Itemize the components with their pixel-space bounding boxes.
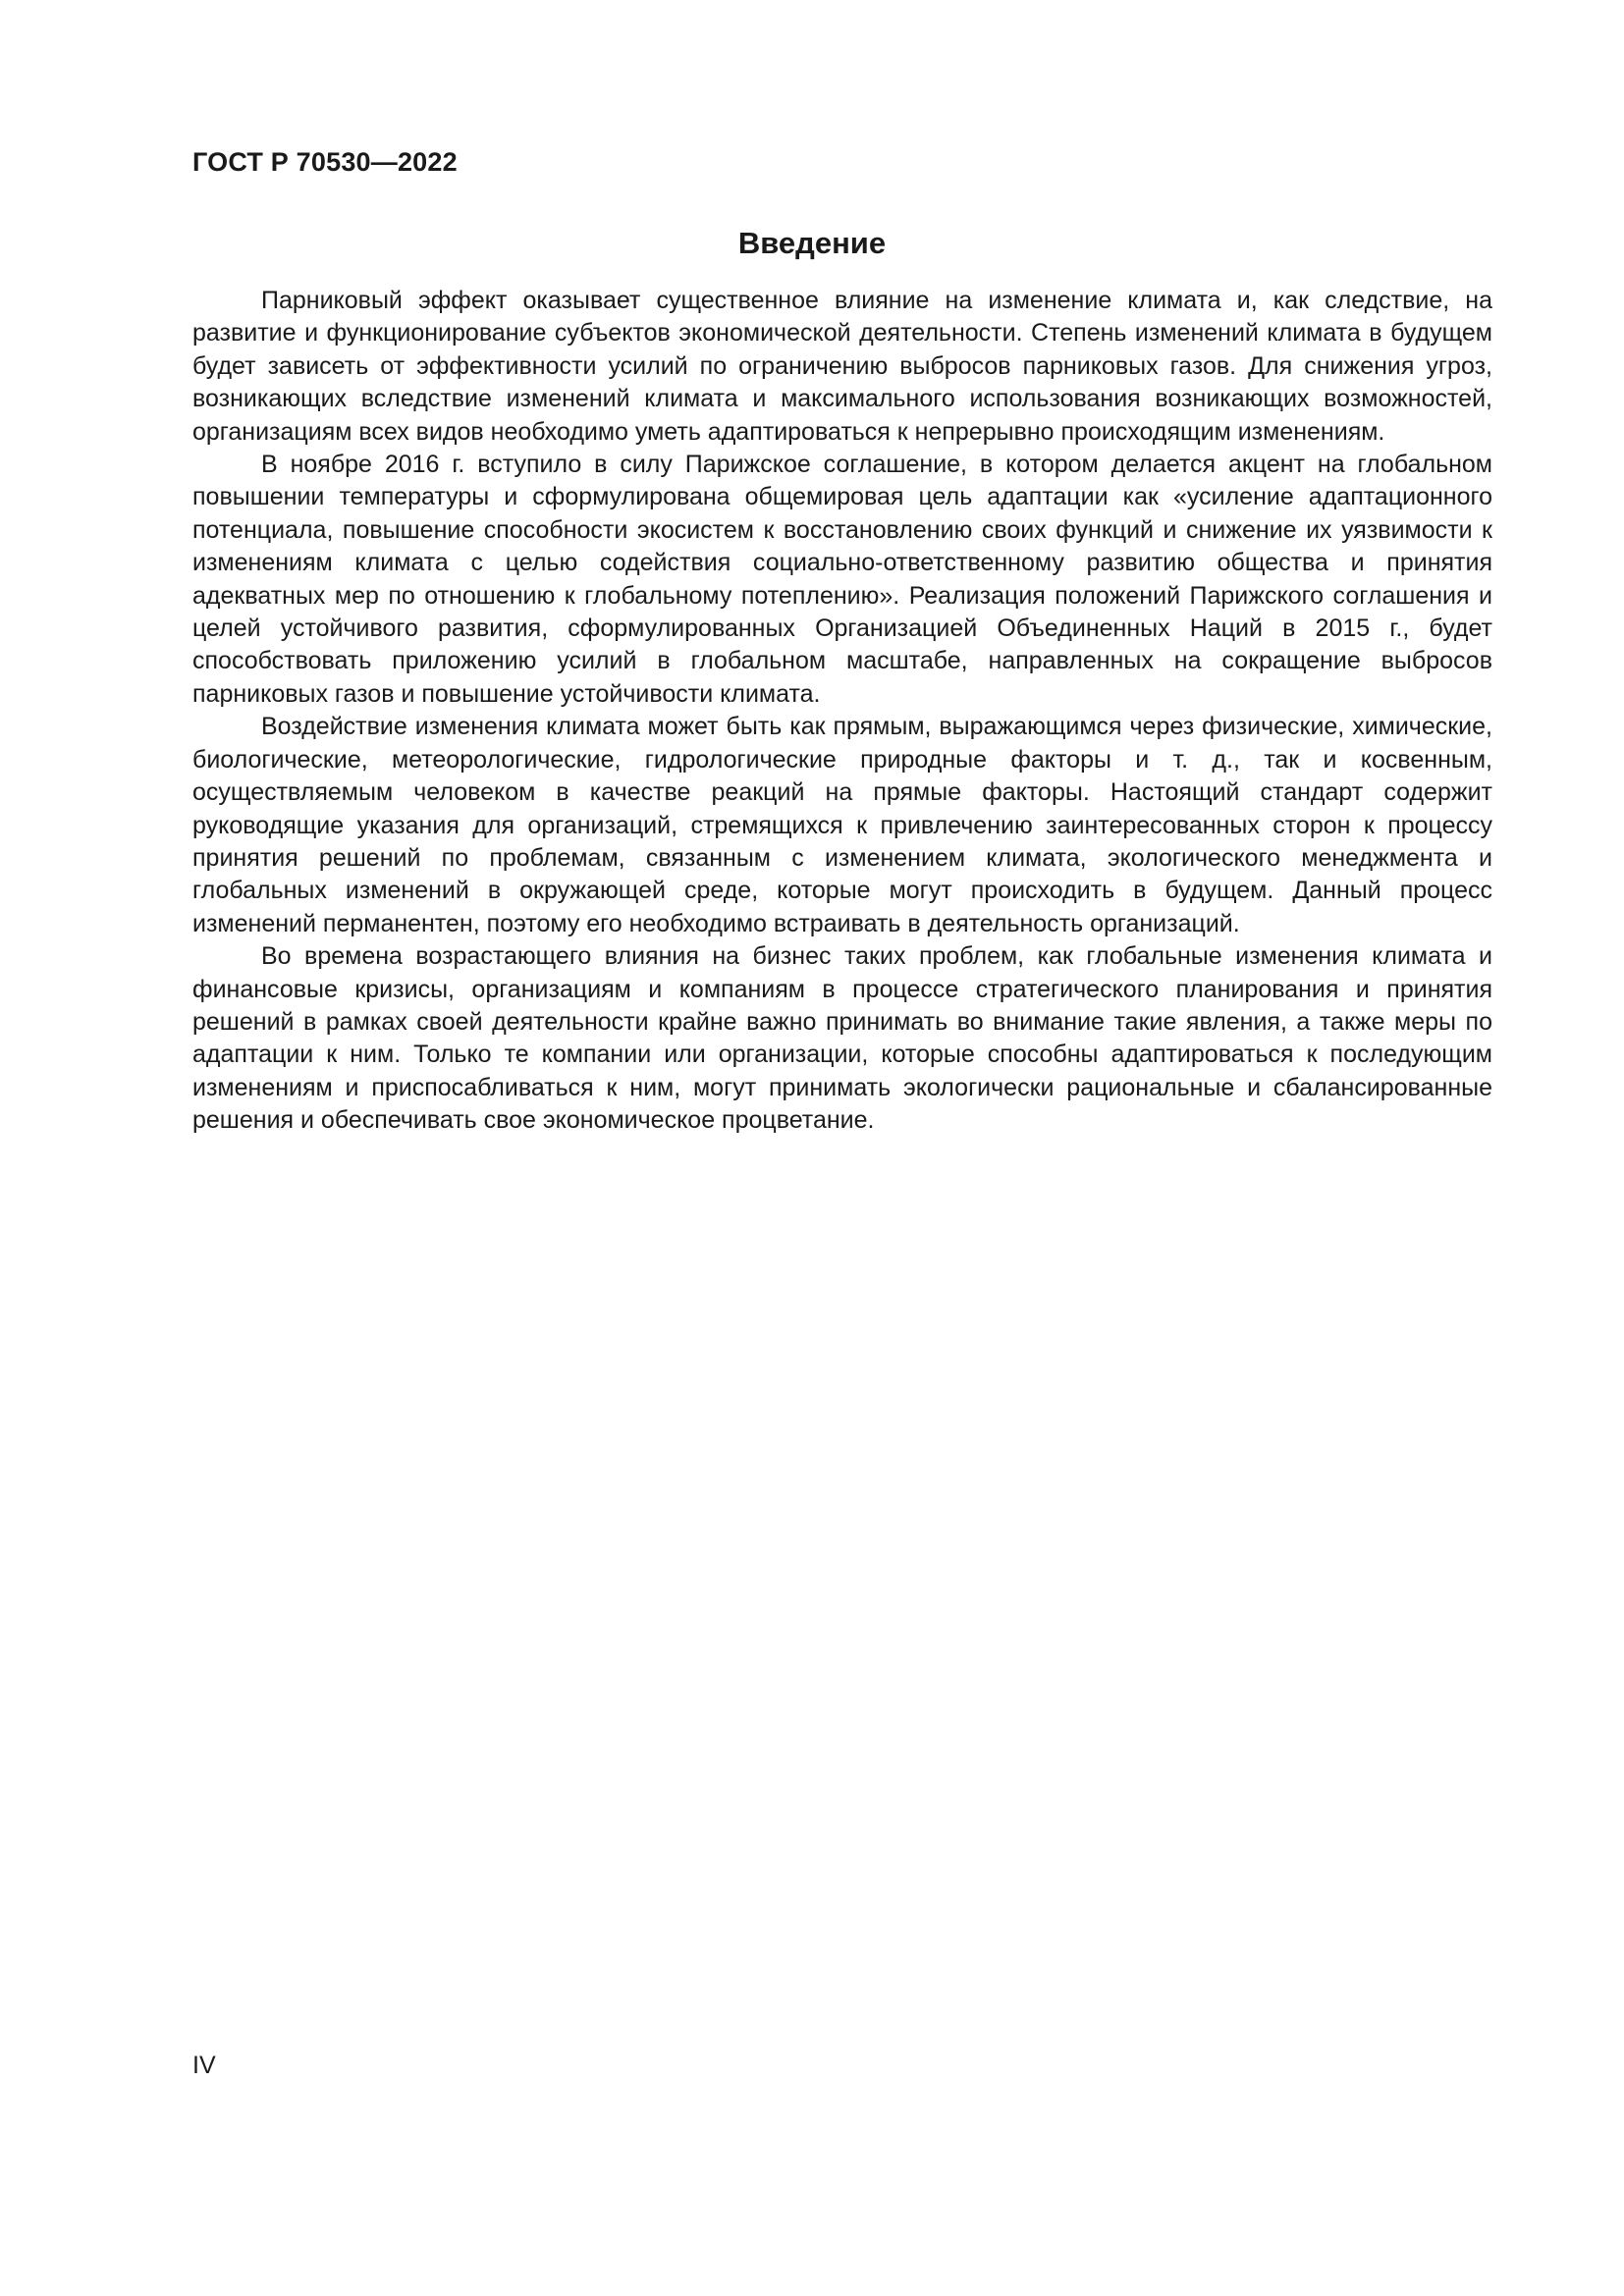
- paragraph-1: Парниковый эффект оказывает существенное влияние на изменение климата и, как следствие, на развитие и функционирование субъектов экономической деятельности. Степень изменений климата в будущем будет зависеть от эффективности усилий по ограничению выбросов парниковых газов. Для снижения угроз, возникающих вследствие изменений климата и максимального использования возникающих возможностей, организациям всех видов необходимо уметь адаптироваться к непрерывно происходящим изменениям.: [192, 287, 1492, 446]
- paragraph-4: Во времена возрастающего влияния на бизнес таких проблем, как глобальные изменения климата и финансовые кризисы, организациям и компаниям в процессе стратегического планирования и принятия решений в рамках своей деятельности крайне важно принимать во внимание такие явления, а также меры по адаптации к ним. Только те компании или организации, которые способны адаптироваться к последующим изменениям и приспосабливаться к ним, могут принимать экологически рациональные и сбалансированные решения и обеспечивать свое экономическое процветание.: [192, 942, 1492, 1135]
- paragraph-3: Воздействие изменения климата может быть как прямым, выражающимся через физические, химические, биологические, метеорологические, гидрологические природные факторы и т. д., так и косвенным, осуществляемым человеком в качестве реакций на прямые факторы. Настоящий стандарт содержит руководящие указания для организаций, стремящихся к привлечению заинтересованных сторон к процессу принятия решений по проблемам, связанным с изменением климата, экологического менеджмента и глобальных изменений в окружающей среде, которые могут происходить в будущем. Данный процесс изменений перманентен, поэтому его необходимо встраивать в деятельность организаций.: [192, 713, 1492, 937]
- paragraph-2: В ноябре 2016 г. вступило в силу Парижское соглашение, в котором делается акцент на глобальном повышении температуры и сформулирована общемировая цель адаптации как «усиление адаптационного потенциала, повышение способности экосистем к восстановлению своих функций и снижение их уязвимости к изменениям климата с целью содействия социально-ответственному развитию общества и принятия адекватных мер по отношению к глобальному потеплению». Реализация положений Парижского соглашения и целей устойчивого развития, сформулированных Организацией Объединенных Наций в 2015 г., будет способствовать приложению усилий в глобальном масштабе, направленных на сокращение выбросов парниковых газов и повышение устойчивости климата.: [192, 451, 1492, 708]
- section-title: Введение: [737, 226, 887, 260]
- page-number: IV: [192, 2052, 216, 2079]
- section-body: [192, 285, 1492, 1138]
- document-code: ГОСТ Р 70530—2022: [192, 147, 458, 177]
